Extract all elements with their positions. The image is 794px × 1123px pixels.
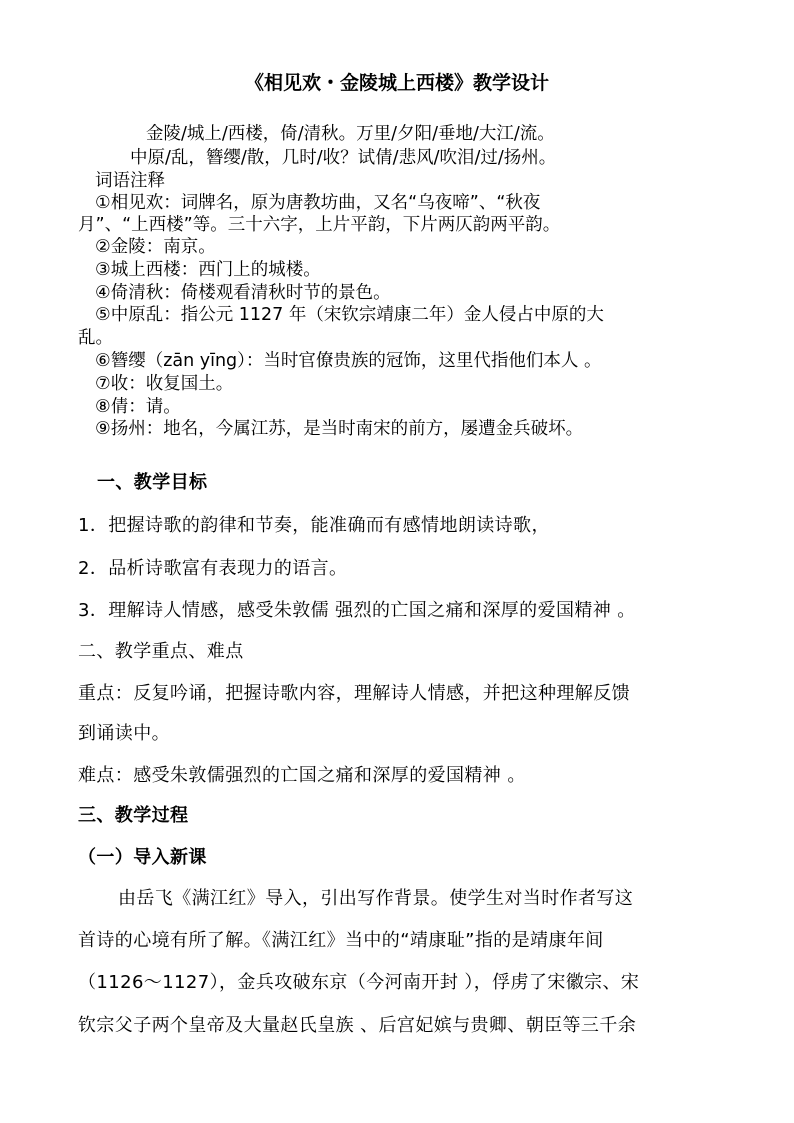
focus-line-a: 重点：反复吟诵，把握诗歌内容，理解诗人情感，并把这种理解反馈: [78, 683, 630, 704]
paragraph-line-1: 由岳飞《满江红》导入，引出写作背景。使学生对当时作者写这: [118, 888, 634, 909]
note-4: ④倚清秋：倚楼观看清秋时节的景色。: [95, 283, 391, 303]
paragraph-line-3: （1126～1127），金兵攻破东京（今河南开封 ），俘虏了宋徽宗、宋: [78, 972, 640, 993]
paragraph-line-2: 首诗的心境有所了解。《满江红》当中的“靖康耻”指的是靖康年间: [78, 930, 604, 951]
poem-line-2: 中原/乱，簪缨/散，几时/收？试倩/悲风/吹泪/过/扬州。: [130, 148, 557, 168]
poem-line-1: 金陵/城上/西楼，倚/清秋。万里/夕阳/垂地/大江/流。: [146, 124, 555, 144]
notes-heading: 词语注释: [95, 171, 165, 191]
note-1b: 月”、“上西楼”等。三十六字，上片平韵，下片两仄韵两平韵。: [78, 215, 561, 235]
note-7: ⑦收：收复国土。: [95, 374, 234, 394]
note-1a: ①相见欢：词牌名，原为唐教坊曲，又名“乌夜啼”、“秋夜: [95, 193, 541, 213]
note-9: ⑨扬州：地名，今属江苏，是当时南宋的前方，屡遭金兵破坏。: [95, 419, 584, 439]
section-goals-heading: 一、教学目标: [97, 472, 208, 493]
focus-line-b: 到诵读中。: [78, 723, 170, 744]
difficulty-line: 难点：感受朱敦儒强烈的亡国之痛和深厚的爱国精神 。: [78, 765, 526, 786]
note-2: ②金陵：南京。: [95, 237, 216, 257]
goal-2: 2．品析诗歌富有表现力的语言。: [78, 558, 348, 579]
subsection-intro-heading: （一）导入新课: [78, 847, 207, 868]
note-5a: ⑤中原乱：指公元 1127 年（宋钦宗靖康二年）金人侵占中原的大: [95, 305, 604, 325]
note-6: ⑥簪缨（zān yīng）：当时官僚贵族的冠饰，这里代指他们本人 。: [95, 351, 602, 371]
goal-1: 1．把握诗歌的韵律和节奏，能准确而有感情地朗读诗歌，: [78, 515, 550, 536]
note-8: ⑧倩：请。: [95, 397, 181, 417]
section-keypoints-heading: 二、教学重点、难点: [78, 641, 244, 662]
note-3: ③城上西楼：西门上的城楼。: [95, 260, 321, 280]
goal-3: 3．理解诗人情感，感受朱敦儒 强烈的亡国之痛和深厚的爱国精神 。: [78, 600, 636, 621]
page-title: 《相见欢・金陵城上西楼》教学设计: [244, 72, 549, 94]
note-5b: 乱。: [78, 328, 113, 348]
paragraph-line-4: 钦宗父子两个皇帝及大量赵氏皇族 、后宫妃嫔与贵卿、朝臣等三千余: [78, 1015, 637, 1036]
section-process-heading: 三、教学过程: [78, 805, 189, 826]
